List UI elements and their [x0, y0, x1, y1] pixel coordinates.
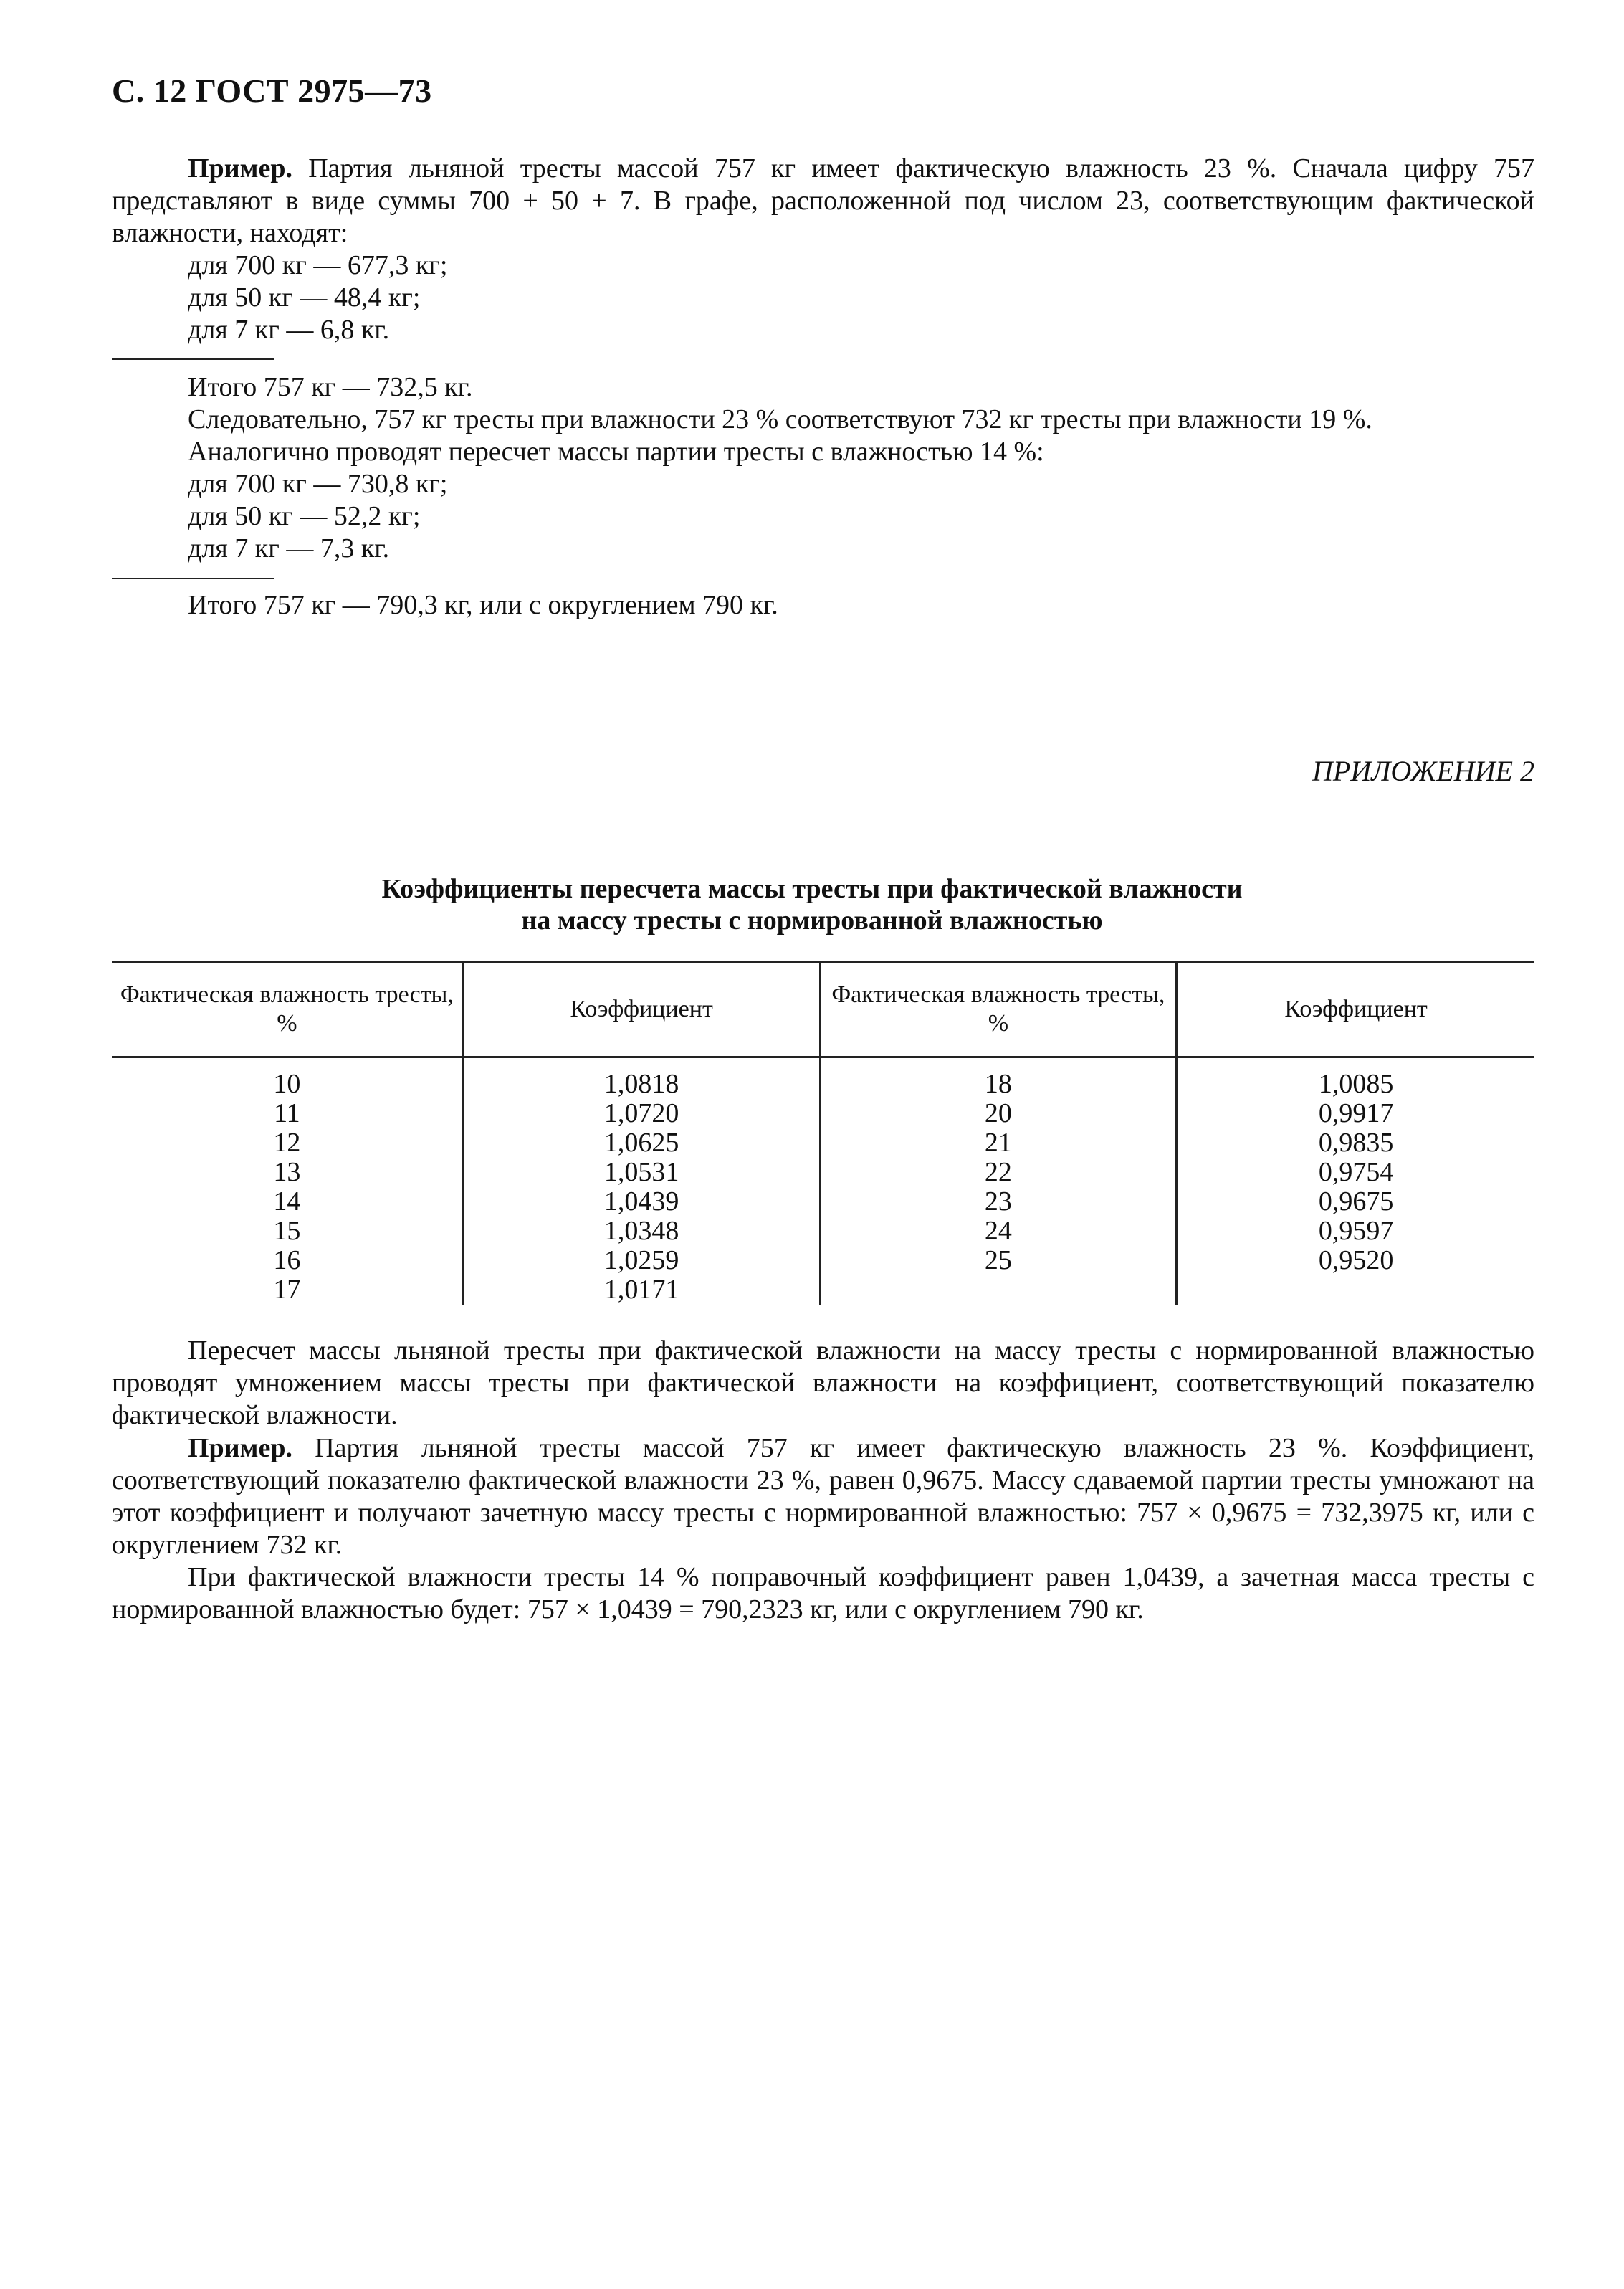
moisture-cell: 15	[112, 1217, 463, 1246]
table-row	[112, 1158, 1534, 1187]
moisture-cell: 20	[820, 1099, 1177, 1128]
coefficient-cell: 0,9675	[1318, 1186, 1394, 1217]
sum-rule	[112, 358, 274, 360]
similarly-line: Аналогично проводят пересчет массы партии тресты с влажностью 14 %:	[188, 437, 1044, 467]
example2-paragraph	[112, 1432, 1534, 1561]
moisture-cell	[820, 1275, 1177, 1305]
moisture-cell: 23	[820, 1187, 1177, 1217]
coefficients-table	[112, 961, 1534, 1305]
sum-rule	[112, 578, 274, 579]
moisture-cell: 13	[112, 1158, 463, 1187]
moisture-cell: 18	[820, 1057, 1177, 1100]
recalc-paragraph: Пересчет массы льняной тресты при фактической влажности на массу тресты с нормированной влажностью проводят умножением массы тресты при фактической влажности на коэффициент, соответствующий показателю фактической влажности.	[112, 1336, 1534, 1430]
table-header-row	[112, 962, 1534, 1057]
table-row	[112, 1128, 1534, 1158]
coefficient-cell: 1,0818	[463, 1057, 820, 1100]
table-caption-line1: Коэффициенты пересчета массы тресты при фактической влажности	[381, 874, 1243, 904]
coefficient-cell: 1,0348	[463, 1217, 820, 1246]
moisture-cell: 25	[820, 1246, 1177, 1275]
example2-lead: Пример.	[188, 1433, 292, 1463]
moisture-cell: 10	[112, 1057, 463, 1100]
coefficient-cell: 0,9917	[1318, 1098, 1394, 1128]
coefficient-cell: 1,0439	[463, 1187, 820, 1217]
example-text: Партия льняной тресты массой 757 кг имеет фактическую влажность 23 %. Сначала цифру 757 представляют в виде суммы 700 + 50 + 7. В графе, расположенной под числом 23, соответствующим фактической влажности, находят:	[112, 153, 1534, 248]
table-row	[112, 1057, 1534, 1100]
table-caption-line2: на массу тресты с нормированной влажностью	[521, 905, 1103, 936]
consequence-line: Следовательно, 757 кг тресты при влажности 23 % соответствуют 732 кг тресты при влажности 19 %.	[188, 404, 1372, 434]
coefficient-cell	[1177, 1275, 1534, 1305]
header-actual-moisture: Фактическая влажность тресты, %	[112, 962, 463, 1057]
calc-line: для 50 кг — 52,2 кг;	[188, 501, 421, 531]
calc-line: для 7 кг — 6,8 кг.	[188, 315, 390, 345]
moisture-cell: 24	[820, 1217, 1177, 1246]
calc-line: для 50 кг — 48,4 кг;	[188, 282, 421, 313]
total-line: Итого 757 кг — 732,5 кг.	[188, 372, 473, 402]
header-coefficient: Коэффициент	[1177, 962, 1534, 1057]
moisture-cell: 22	[820, 1158, 1177, 1187]
coefficient-cell: 0,9754	[1318, 1157, 1394, 1187]
calc-line: для 700 кг — 677,3 кг;	[188, 250, 448, 280]
calc-line: для 7 кг — 7,3 кг.	[188, 533, 390, 563]
coefficient-cell: 1,0171	[463, 1275, 820, 1305]
page-header: С. 12 ГОСТ 2975—73	[112, 72, 432, 109]
example-paragraph	[112, 153, 1534, 249]
table-row	[112, 1217, 1534, 1246]
coefficient-cell: 1,0720	[463, 1099, 820, 1128]
coefficient-cell: 0,9520	[1318, 1245, 1394, 1275]
example-lead: Пример.	[188, 153, 292, 184]
final-paragraph: При фактической влажности тресты 14 % поправочный коэффициент равен 1,0439, а зачетная масса тресты с нормированной влажностью будет: 757 × 1,0439 = 790,2323 кг, или с округлением 790 кг.	[112, 1562, 1534, 1624]
moisture-cell: 21	[820, 1128, 1177, 1158]
example2-text: Партия льняной тресты массой 757 кг имеет фактическую влажность 23 %. Коэффициент, соответствующий показателю фактической влажности 23 %, равен 0,9675. Массу сдаваемой партии тресты умножают на этот коэффициент и получают зачетную массу тресты с нормированной влажностью: 757 × 0,9675 = 732,3975 кг, или с округлением 732 кг.	[112, 1433, 1534, 1560]
coefficient-cell: 1,0085	[1318, 1069, 1394, 1099]
total-line: Итого 757 кг — 790,3 кг, или с округлением 790 кг.	[188, 590, 778, 620]
moisture-cell: 14	[112, 1187, 463, 1217]
moisture-cell: 11	[112, 1099, 463, 1128]
moisture-cell: 12	[112, 1128, 463, 1158]
coefficient-cell: 1,0259	[463, 1246, 820, 1275]
coefficient-cell: 1,0531	[463, 1158, 820, 1187]
table-row	[112, 1246, 1534, 1275]
coefficient-cell: 0,9597	[1318, 1216, 1394, 1246]
coefficient-cell: 0,9835	[1318, 1128, 1394, 1158]
calc-line: для 700 кг — 730,8 кг;	[188, 469, 448, 499]
table-row	[112, 1187, 1534, 1217]
coefficient-cell: 1,0625	[463, 1128, 820, 1158]
moisture-cell: 16	[112, 1246, 463, 1275]
table-row	[112, 1099, 1534, 1128]
appendix-label: ПРИЛОЖЕНИЕ 2	[1312, 755, 1534, 787]
header-coefficient: Коэффициент	[463, 962, 820, 1057]
moisture-cell: 17	[112, 1275, 463, 1305]
table-row	[112, 1275, 1534, 1305]
header-actual-moisture: Фактическая влажность тресты, %	[820, 962, 1177, 1057]
